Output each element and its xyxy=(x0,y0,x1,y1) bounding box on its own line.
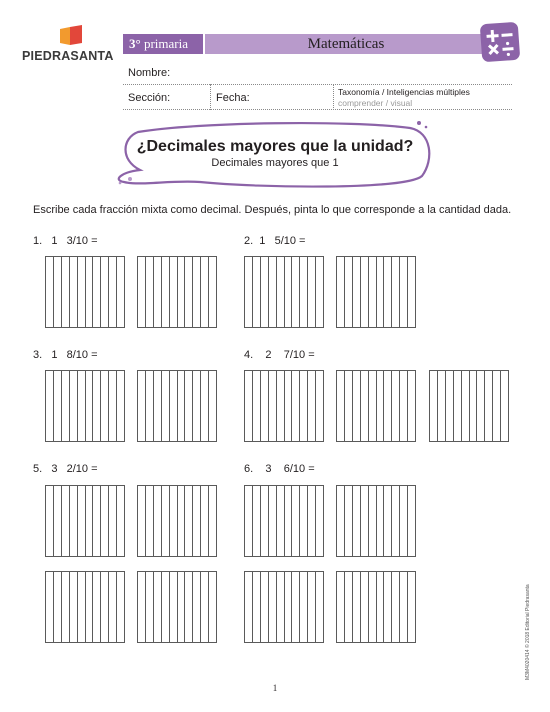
tenth-strip[interactable] xyxy=(170,486,178,556)
tenths-grid[interactable] xyxy=(244,370,324,442)
tenths-grid[interactable] xyxy=(336,571,416,643)
tenths-grid[interactable] xyxy=(336,370,416,442)
tenths-grid[interactable] xyxy=(244,256,324,328)
tenth-strip[interactable] xyxy=(377,486,385,556)
tenth-strip[interactable] xyxy=(109,572,117,642)
tenth-strip[interactable] xyxy=(316,486,323,556)
tenths-grid[interactable] xyxy=(137,370,217,442)
tenth-strip[interactable] xyxy=(384,371,392,441)
tenth-strip[interactable] xyxy=(308,486,316,556)
tenth-strip[interactable] xyxy=(337,486,345,556)
exercise-6-label: 6. 3 6/10 = xyxy=(244,463,315,475)
tenth-strip[interactable] xyxy=(138,371,146,441)
tenth-strip[interactable] xyxy=(369,486,377,556)
tenth-strip[interactable] xyxy=(138,257,146,327)
tenths-grid[interactable] xyxy=(336,485,416,557)
instructions: Escribe cada fracción mixta como decimal. Después, pinta lo que corresponde a la cantidad dada. xyxy=(33,204,512,216)
tenth-strip[interactable] xyxy=(86,572,94,642)
tenth-strip[interactable] xyxy=(285,486,293,556)
tenth-strip[interactable] xyxy=(201,371,209,441)
tenth-strip[interactable] xyxy=(462,371,470,441)
tenth-strip[interactable] xyxy=(209,257,216,327)
tenth-strip[interactable] xyxy=(101,486,109,556)
tenth-strip[interactable] xyxy=(308,371,316,441)
grade-label xyxy=(123,34,203,54)
tenth-strip[interactable] xyxy=(292,371,300,441)
tenth-strip[interactable] xyxy=(300,371,308,441)
tenth-strip[interactable] xyxy=(109,486,117,556)
tenth-strip[interactable] xyxy=(408,572,415,642)
divider xyxy=(210,84,211,110)
tenth-strip[interactable] xyxy=(209,486,216,556)
tenth-strip[interactable] xyxy=(201,572,209,642)
tenth-strip[interactable] xyxy=(316,371,323,441)
tenth-strip[interactable] xyxy=(470,371,478,441)
tenth-strip[interactable] xyxy=(353,486,361,556)
tenth-strip[interactable] xyxy=(185,486,193,556)
tenth-strip[interactable] xyxy=(245,572,253,642)
name-line[interactable] xyxy=(123,84,512,85)
tenth-strip[interactable] xyxy=(277,371,285,441)
tenth-strip[interactable] xyxy=(117,371,124,441)
tenth-strip[interactable] xyxy=(78,371,86,441)
tenth-strip[interactable] xyxy=(261,572,269,642)
title-bubble xyxy=(110,120,435,192)
tenth-strip[interactable] xyxy=(308,572,316,642)
tenth-strip[interactable] xyxy=(400,486,408,556)
tenth-strip[interactable] xyxy=(361,486,369,556)
tenth-strip[interactable] xyxy=(392,572,400,642)
tenth-strip[interactable] xyxy=(162,486,170,556)
tenth-strip[interactable] xyxy=(146,486,154,556)
tenth-strip[interactable] xyxy=(308,257,316,327)
tenth-strip[interactable] xyxy=(292,257,300,327)
tenth-strip[interactable] xyxy=(253,257,261,327)
tenth-strip[interactable] xyxy=(384,572,392,642)
tenth-strip[interactable] xyxy=(138,486,146,556)
tenth-strip[interactable] xyxy=(300,572,308,642)
tenth-strip[interactable] xyxy=(454,371,462,441)
tenth-strip[interactable] xyxy=(93,486,101,556)
tenth-strip[interactable] xyxy=(117,486,124,556)
tenth-strip[interactable] xyxy=(154,257,162,327)
tenth-strip[interactable] xyxy=(193,486,201,556)
tenth-strip[interactable] xyxy=(377,572,385,642)
tenths-grid[interactable] xyxy=(45,256,125,328)
tenth-strip[interactable] xyxy=(54,257,62,327)
tenth-strip[interactable] xyxy=(400,371,408,441)
tenth-strip[interactable] xyxy=(117,572,124,642)
subject-title: Matemáticas xyxy=(205,34,487,54)
tenth-strip[interactable] xyxy=(154,371,162,441)
section-label: Sección: xyxy=(128,92,171,104)
tenth-strip[interactable] xyxy=(337,572,345,642)
tenth-strip[interactable] xyxy=(377,257,385,327)
tenth-strip[interactable] xyxy=(62,371,70,441)
tenth-strip[interactable] xyxy=(261,486,269,556)
tenth-strip[interactable] xyxy=(54,486,62,556)
exercise-5-label: 5. 3 2/10 = xyxy=(33,463,98,475)
tenth-strip[interactable] xyxy=(269,486,277,556)
tenth-strip[interactable] xyxy=(245,371,253,441)
name-label: Nombre: xyxy=(128,67,171,79)
tenth-strip[interactable] xyxy=(117,257,124,327)
tenth-strip[interactable] xyxy=(93,572,101,642)
tenth-strip[interactable] xyxy=(408,486,415,556)
tenth-strip[interactable] xyxy=(193,371,201,441)
tenth-strip[interactable] xyxy=(384,486,392,556)
tenth-strip[interactable] xyxy=(300,257,308,327)
page-number: 1 xyxy=(272,683,278,693)
tenth-strip[interactable] xyxy=(477,371,485,441)
tenth-strip[interactable] xyxy=(62,572,70,642)
tenth-strip[interactable] xyxy=(101,371,109,441)
tenth-strip[interactable] xyxy=(170,572,178,642)
exercise-1-label: 1. 1 3/10 = xyxy=(33,235,98,247)
tenth-strip[interactable] xyxy=(178,371,186,441)
tenth-strip[interactable] xyxy=(146,257,154,327)
tenth-strip[interactable] xyxy=(292,572,300,642)
divider xyxy=(333,84,334,110)
tenth-strip[interactable] xyxy=(493,371,501,441)
tenth-strip[interactable] xyxy=(185,371,193,441)
tenth-strip[interactable] xyxy=(392,371,400,441)
tenth-strip[interactable] xyxy=(253,572,261,642)
tenth-strip[interactable] xyxy=(353,257,361,327)
tenth-strip[interactable] xyxy=(438,371,446,441)
tenth-strip[interactable] xyxy=(269,257,277,327)
tenth-strip[interactable] xyxy=(337,371,345,441)
tenth-strip[interactable] xyxy=(193,257,201,327)
tenth-strip[interactable] xyxy=(109,371,117,441)
page-subtitle: Decimales mayores que 1 xyxy=(211,157,339,169)
tenth-strip[interactable] xyxy=(408,371,415,441)
tenth-strip[interactable] xyxy=(400,257,408,327)
tenth-strip[interactable] xyxy=(245,257,253,327)
tenth-strip[interactable] xyxy=(316,257,323,327)
tenth-strip[interactable] xyxy=(193,572,201,642)
page-title: ¿Decimales mayores que la unidad? xyxy=(136,138,414,155)
tenth-strip[interactable] xyxy=(154,572,162,642)
tenth-strip[interactable] xyxy=(392,257,400,327)
tenth-strip[interactable] xyxy=(70,257,78,327)
tenth-strip[interactable] xyxy=(86,486,94,556)
tenth-strip[interactable] xyxy=(369,371,377,441)
tenth-strip[interactable] xyxy=(209,371,216,441)
tenth-strip[interactable] xyxy=(285,371,293,441)
tenth-strip[interactable] xyxy=(253,486,261,556)
tenth-strip[interactable] xyxy=(86,257,94,327)
tenths-grid[interactable] xyxy=(244,485,324,557)
tenth-strip[interactable] xyxy=(269,371,277,441)
tenth-strip[interactable] xyxy=(138,572,146,642)
grade-word: primaria xyxy=(143,36,188,51)
copyright-note: M3M4020414 © 2018 Editorial Piedrasanta xyxy=(525,584,531,680)
tenth-strip[interactable] xyxy=(54,572,62,642)
tenth-strip[interactable] xyxy=(162,572,170,642)
tenth-strip[interactable] xyxy=(300,486,308,556)
tenth-strip[interactable] xyxy=(345,371,353,441)
tenth-strip[interactable] xyxy=(46,486,54,556)
tenth-strip[interactable] xyxy=(178,572,186,642)
tenth-strip[interactable] xyxy=(345,572,353,642)
tenth-strip[interactable] xyxy=(78,572,86,642)
tenth-strip[interactable] xyxy=(345,257,353,327)
tenth-strip[interactable] xyxy=(285,257,293,327)
tenth-strip[interactable] xyxy=(70,572,78,642)
tenth-strip[interactable] xyxy=(446,371,454,441)
tenth-strip[interactable] xyxy=(253,371,261,441)
tenth-strip[interactable] xyxy=(430,371,438,441)
exercise-3-label: 3. 1 8/10 = xyxy=(33,349,98,361)
tenths-grid[interactable] xyxy=(336,256,416,328)
tenth-strip[interactable] xyxy=(269,572,277,642)
taxonomy-title: Taxonomía / Inteligencias múltiples xyxy=(338,87,470,97)
tenth-strip[interactable] xyxy=(201,486,209,556)
tenth-strip[interactable] xyxy=(109,257,117,327)
tenth-strip[interactable] xyxy=(146,572,154,642)
tenths-grid[interactable] xyxy=(137,571,217,643)
date-label: Fecha: xyxy=(216,92,250,104)
tenth-strip[interactable] xyxy=(209,572,216,642)
tenth-strip[interactable] xyxy=(162,371,170,441)
tenth-strip[interactable] xyxy=(384,257,392,327)
tenth-strip[interactable] xyxy=(70,486,78,556)
tenth-strip[interactable] xyxy=(245,486,253,556)
exercise-4-label: 4. 2 7/10 = xyxy=(244,349,315,361)
tenth-strip[interactable] xyxy=(78,486,86,556)
tenth-strip[interactable] xyxy=(292,486,300,556)
math-operations-icon xyxy=(480,22,521,63)
tenth-strip[interactable] xyxy=(54,371,62,441)
logo-icon xyxy=(58,25,84,47)
tenth-strip[interactable] xyxy=(101,257,109,327)
tenth-strip[interactable] xyxy=(146,371,154,441)
tenth-strip[interactable] xyxy=(46,257,54,327)
tenth-strip[interactable] xyxy=(93,371,101,441)
tenth-strip[interactable] xyxy=(408,257,415,327)
tenth-strip[interactable] xyxy=(501,371,508,441)
tenths-grid[interactable] xyxy=(137,256,217,328)
tenth-strip[interactable] xyxy=(400,572,408,642)
tenth-strip[interactable] xyxy=(392,486,400,556)
tenth-strip[interactable] xyxy=(185,572,193,642)
tenths-grid[interactable] xyxy=(45,571,125,643)
tenths-grid[interactable] xyxy=(429,370,509,442)
tenth-strip[interactable] xyxy=(353,371,361,441)
tenth-strip[interactable] xyxy=(485,371,493,441)
tenth-strip[interactable] xyxy=(86,371,94,441)
brand-logo-text: PIEDRASANTA xyxy=(22,49,114,63)
tenth-strip[interactable] xyxy=(170,257,178,327)
tenth-strip[interactable] xyxy=(277,257,285,327)
tenth-strip[interactable] xyxy=(316,572,323,642)
tenth-strip[interactable] xyxy=(154,486,162,556)
tenth-strip[interactable] xyxy=(178,486,186,556)
tenth-strip[interactable] xyxy=(46,371,54,441)
tenth-strip[interactable] xyxy=(93,257,101,327)
tenth-strip[interactable] xyxy=(201,257,209,327)
tenth-strip[interactable] xyxy=(369,572,377,642)
tenth-strip[interactable] xyxy=(162,257,170,327)
tenth-strip[interactable] xyxy=(361,572,369,642)
tenth-strip[interactable] xyxy=(345,486,353,556)
tenth-strip[interactable] xyxy=(337,257,345,327)
tenth-strip[interactable] xyxy=(361,371,369,441)
tenth-strip[interactable] xyxy=(261,257,269,327)
tenths-grid[interactable] xyxy=(45,485,125,557)
tenth-strip[interactable] xyxy=(353,572,361,642)
tenth-strip[interactable] xyxy=(185,257,193,327)
tenth-strip[interactable] xyxy=(277,486,285,556)
tenths-grid[interactable] xyxy=(45,370,125,442)
tenth-strip[interactable] xyxy=(369,257,377,327)
tenth-strip[interactable] xyxy=(277,572,285,642)
tenth-strip[interactable] xyxy=(46,572,54,642)
tenths-grid[interactable] xyxy=(137,485,217,557)
tenth-strip[interactable] xyxy=(285,572,293,642)
tenth-strip[interactable] xyxy=(170,371,178,441)
tenth-strip[interactable] xyxy=(62,486,70,556)
tenth-strip[interactable] xyxy=(261,371,269,441)
tenth-strip[interactable] xyxy=(101,572,109,642)
tenth-strip[interactable] xyxy=(377,371,385,441)
taxonomy-value: comprender / visual xyxy=(338,98,413,108)
tenth-strip[interactable] xyxy=(361,257,369,327)
grade-number: 3° xyxy=(129,36,141,51)
tenths-grid[interactable] xyxy=(244,571,324,643)
tenth-strip[interactable] xyxy=(78,257,86,327)
tenth-strip[interactable] xyxy=(70,371,78,441)
tenth-strip[interactable] xyxy=(62,257,70,327)
exercise-2-label: 2. 1 5/10 = xyxy=(244,235,306,247)
form-bottom-line xyxy=(123,109,512,110)
tenth-strip[interactable] xyxy=(178,257,186,327)
